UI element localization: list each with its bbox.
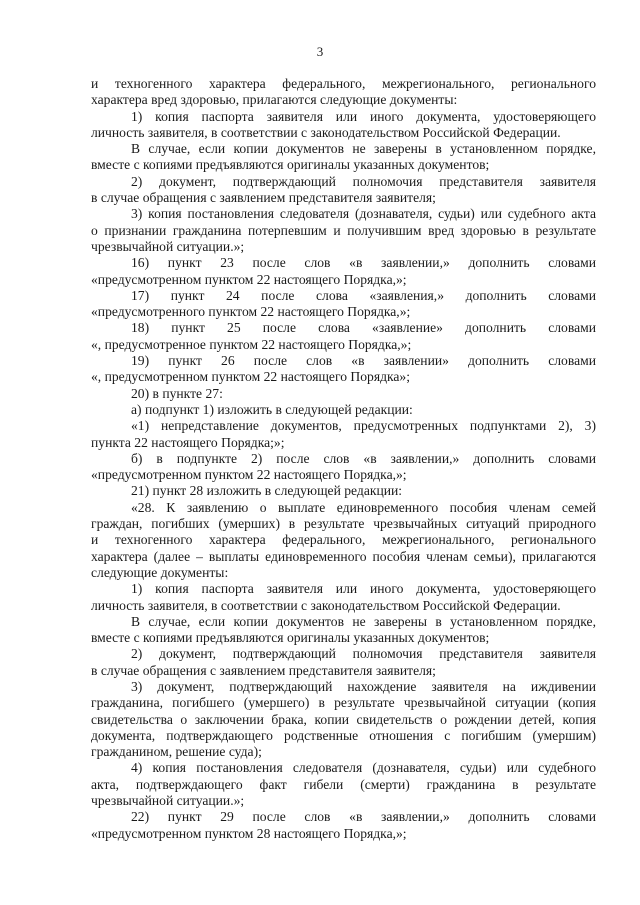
text-line: б) в подпункте 2) после слов «в заявлении,» дополнить словами [131,450,596,466]
text-line: акта, подтверждающего факт гибели (смерти) гражданина в результате [91,776,596,792]
text-line: «предусмотренного пунктом 22 настоящего Порядка,»; [91,304,411,320]
text-line: следующие документы: [91,564,229,580]
text-line: «, предусмотренное пунктом 22 настоящего Порядка,»; [91,336,412,352]
text-line: «, предусмотренном пунктом 22 настоящего Порядка»; [91,369,410,385]
text-line: 21) пункт 28 изложить в следующей редакции: [131,483,403,499]
text-line: 2) документ, подтверждающий полномочия представителя заявителя [131,646,596,662]
text-line: гражданином, решение суда); [91,744,262,760]
text-line: характера вред здоровью, прилагаются следующие документы: [91,92,458,108]
text-line: личность заявителя, в соответствии с законодательством Российской Федерации. [91,124,561,140]
text-line: свидетельства о заключении брака, копии свидетельств о рождении детей, копия [91,711,596,727]
text-line: 4) копия постановления следователя (дознавателя, судьи) или судебного [131,760,596,776]
text-line: 19) пункт 26 после слов «в заявлении» дополнить словами [131,353,596,369]
text-line: и техногенного характера федерального, межрегионального, регионального [91,76,596,91]
text-line: гражданина, погибшего (умершего) в результате чрезвычайной ситуации (копия [91,695,596,711]
text-line: личность заявителя, в соответствии с законодательством Российской Федерации. [91,597,561,613]
text-line: 18) пункт 25 после слова «заявление» дополнить словами [131,320,596,336]
document-body [91,76,596,842]
text-line: В случае, если копии документов не заверены в установленном порядке, [131,613,596,629]
text-line: документа, подтверждающего родственные отношения с погибшим (умершим) [91,727,596,743]
text-line: вместе с копиями предъявляются оригиналы указанных документов; [91,630,490,646]
text-line: «предусмотренном пунктом 22 настоящего Порядка,»; [91,271,407,287]
text-line: 2) документ, подтверждающий полномочия представителя заявителя [131,173,596,189]
text-line: пункта 22 настоящего Порядка;»; [91,434,285,450]
text-line: вместе с копиями предъявляются оригиналы указанных документов; [91,157,490,173]
text-line: и техногенного характера федерального, межрегионального, регионального [91,532,596,548]
text-line: 1) копия паспорта заявителя или иного документа, удостоверяющего [131,108,596,124]
text-line: «1) непредставление документов, предусмотренных подпунктами 2), 3) [131,418,596,434]
text-line: в случае обращения с заявлением представителя заявителя; [91,190,436,206]
text-line: в случае обращения с заявлением представителя заявителя; [91,662,436,678]
text-line: 20) в пункте 27: [131,385,223,401]
text-line: характера (далее – выплаты единовременного пособия членам семьи), прилагаются [91,548,596,564]
text-line: чрезвычайной ситуации.»; [91,238,245,254]
text-line: граждан, погибших (умерших) в результате чрезвычайных ситуаций природного [91,516,596,532]
text-line: «предусмотренном пунктом 22 настоящего Порядка,»; [91,467,407,483]
text-line: о признании гражданина потерпевшим и получившим вред здоровью в результате [91,222,596,238]
text-line: В случае, если копии документов не заверены в установленном порядке, [131,141,596,157]
text-line: 22) пункт 29 после слов «в заявлении,» дополнить словами [131,809,596,825]
text-line: 3) копия постановления следователя (дознавателя, судьи) или судебного акта [131,206,596,222]
page-number: 3 [316,44,324,59]
text-line: «28. К заявлению о выплате единовременного пособия членам семей [131,499,596,515]
text-line: а) подпункт 1) изложить в следующей редакции: [131,401,413,417]
text-line: 17) пункт 24 после слова «заявления,» дополнить словами [131,287,596,303]
text-line: 3) документ, подтверждающий нахождение заявителя на иждивении [131,678,596,694]
text-line: 1) копия паспорта заявителя или иного документа, удостоверяющего [131,581,596,597]
text-line: «предусмотренном пунктом 28 настоящего Порядка,»; [91,825,407,841]
text-line: чрезвычайной ситуации.»; [91,793,245,809]
text-line: 16) пункт 23 после слов «в заявлении,» дополнить словами [131,255,596,271]
